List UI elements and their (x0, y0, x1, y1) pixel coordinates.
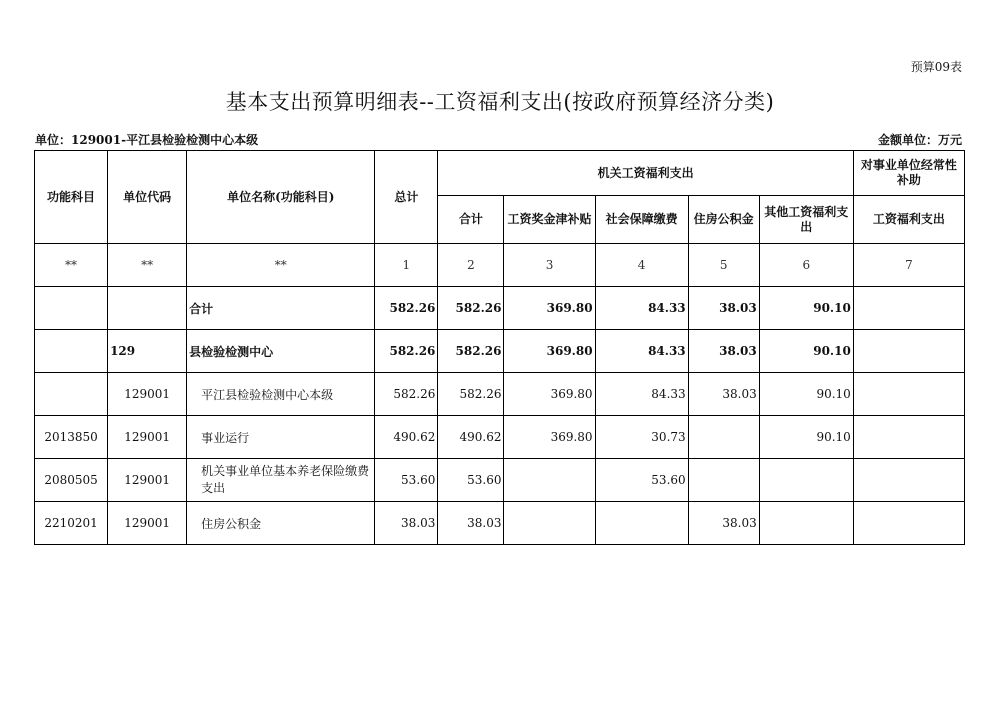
name-cell: 机关事业单位基本养老保险缴费支出 (187, 459, 375, 502)
func-cell: 2013850 (35, 416, 108, 459)
index-cell: 1 (375, 244, 438, 287)
header-welfare-expense: 工资福利支出 (853, 196, 964, 244)
wage-bonus-cell (504, 502, 595, 545)
welfare-expense-cell (853, 287, 964, 330)
index-row (35, 244, 965, 287)
table-row (35, 373, 965, 416)
code-cell: 129 (108, 330, 187, 373)
name-cell: 住房公积金 (187, 502, 375, 545)
housing-fund-cell (688, 459, 759, 502)
table-row (35, 416, 965, 459)
func-cell: 2210201 (35, 502, 108, 545)
welfare-expense-cell (853, 373, 964, 416)
header-unit-name: 单位名称(功能科目) (187, 151, 375, 244)
money-unit-label: 金额单位：万元 (877, 133, 962, 147)
org-total-cell: 53.60 (438, 459, 504, 502)
code-cell (108, 287, 187, 330)
total-cell: 582.26 (375, 287, 438, 330)
social-security-cell: 84.33 (595, 373, 688, 416)
wage-bonus-cell: 369.80 (504, 416, 595, 459)
social-security-cell: 30.73 (595, 416, 688, 459)
table-row (35, 459, 965, 502)
index-cell: 2 (438, 244, 504, 287)
header-row-1 (35, 151, 965, 196)
index-cell: 3 (504, 244, 595, 287)
other-welfare-cell: 90.10 (759, 287, 853, 330)
header-social-security: 社会保障缴费 (595, 196, 688, 244)
name-cell: 合计 (187, 287, 375, 330)
table-row (35, 502, 965, 545)
total-cell: 38.03 (375, 502, 438, 545)
header-sub-group: 对事业单位经常性补助 (853, 151, 964, 196)
welfare-expense-cell (853, 416, 964, 459)
budget-table (34, 150, 965, 545)
header-other-welfare: 其他工资福利支出 (759, 196, 853, 244)
social-security-cell: 84.33 (595, 330, 688, 373)
index-cell: ** (187, 244, 375, 287)
social-security-cell: 84.33 (595, 287, 688, 330)
func-cell (35, 330, 108, 373)
social-security-cell: 53.60 (595, 459, 688, 502)
index-cell: 7 (853, 244, 964, 287)
org-total-cell: 582.26 (438, 330, 504, 373)
index-cell: ** (35, 244, 108, 287)
total-cell: 582.26 (375, 373, 438, 416)
header-wage-bonus: 工资奖金津补贴 (504, 196, 595, 244)
header-total: 总计 (375, 151, 438, 244)
header-org-total: 合计 (438, 196, 504, 244)
wage-bonus-cell: 369.80 (504, 330, 595, 373)
page-title: 基本支出预算明细表--工资福利支出(按政府预算经济分类) (225, 90, 775, 114)
name-cell: 平江县检验检测中心本级 (187, 373, 375, 416)
code-cell: 129001 (108, 373, 187, 416)
housing-fund-cell: 38.03 (688, 502, 759, 545)
total-cell: 582.26 (375, 330, 438, 373)
name-cell: 县检验检测中心 (187, 330, 375, 373)
index-cell: 6 (759, 244, 853, 287)
code-cell: 129001 (108, 502, 187, 545)
welfare-expense-cell (853, 459, 964, 502)
other-welfare-cell (759, 502, 853, 545)
func-cell (35, 287, 108, 330)
org-total-cell: 582.26 (438, 287, 504, 330)
other-welfare-cell (759, 459, 853, 502)
index-cell: ** (108, 244, 187, 287)
table-row (35, 330, 965, 373)
total-cell: 53.60 (375, 459, 438, 502)
header-org-group: 机关工资福利支出 (438, 151, 853, 196)
code-cell: 129001 (108, 416, 187, 459)
welfare-expense-cell (853, 330, 964, 373)
func-cell: 2080505 (35, 459, 108, 502)
housing-fund-cell: 38.03 (688, 373, 759, 416)
table-row (35, 287, 965, 330)
index-cell: 4 (595, 244, 688, 287)
func-cell (35, 373, 108, 416)
wage-bonus-cell: 369.80 (504, 287, 595, 330)
unit-label: 单位：129001-平江县检验检测中心本级 (35, 133, 259, 147)
header-housing-fund: 住房公积金 (688, 196, 759, 244)
welfare-expense-cell (853, 502, 964, 545)
housing-fund-cell: 38.03 (688, 287, 759, 330)
index-cell: 5 (688, 244, 759, 287)
code-cell: 129001 (108, 459, 187, 502)
housing-fund-cell: 38.03 (688, 330, 759, 373)
header-func-subject: 功能科目 (35, 151, 108, 244)
other-welfare-cell: 90.10 (759, 416, 853, 459)
header-unit-code: 单位代码 (108, 151, 187, 244)
wage-bonus-cell: 369.80 (504, 373, 595, 416)
total-cell: 490.62 (375, 416, 438, 459)
name-cell: 事业运行 (187, 416, 375, 459)
other-welfare-cell: 90.10 (759, 330, 853, 373)
wage-bonus-cell (504, 459, 595, 502)
social-security-cell (595, 502, 688, 545)
housing-fund-cell (688, 416, 759, 459)
form-number: 预算09表 (910, 60, 962, 74)
org-total-cell: 490.62 (438, 416, 504, 459)
org-total-cell: 38.03 (438, 502, 504, 545)
org-total-cell: 582.26 (438, 373, 504, 416)
other-welfare-cell: 90.10 (759, 373, 853, 416)
